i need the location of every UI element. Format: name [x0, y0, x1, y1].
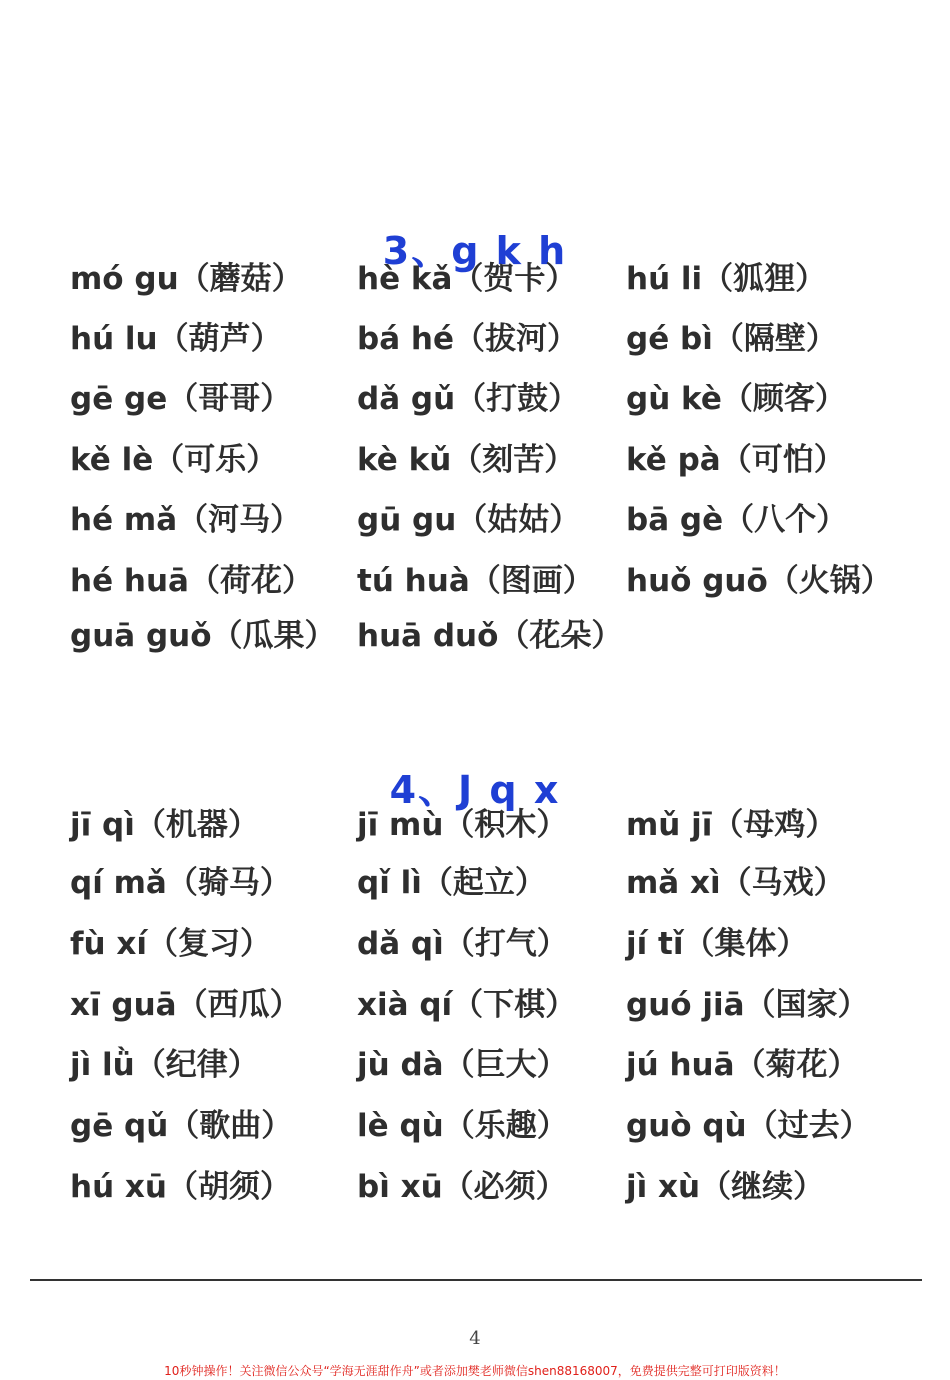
pinyin-word: huā duǒ（花朵） — [357, 618, 623, 654]
page-number: 4 — [469, 1328, 481, 1349]
section-title-jqx: 4、J q x — [389, 767, 561, 812]
pinyin-word: mó gu（蘑菇） — [70, 261, 303, 297]
pinyin-word: gù kè（顾客） — [626, 381, 846, 417]
pinyin-word: huǒ guō（火锅） — [626, 563, 892, 599]
section-title-gkh: 3、g k h — [382, 228, 568, 273]
word-row — [0, 919, 950, 969]
pinyin-word: jī qì（机器） — [70, 807, 259, 843]
pinyin-word: xià qí（下棋） — [357, 987, 577, 1023]
pinyin-word: kè kǔ（刻苦） — [357, 442, 576, 478]
pinyin-word: hé mǎ（河马） — [70, 502, 302, 538]
pinyin-word: tú huà（图画） — [357, 563, 594, 599]
pinyin-word: qí mǎ（骑马） — [70, 865, 291, 901]
word-row — [0, 800, 950, 850]
word-row — [0, 254, 950, 304]
pinyin-word: jì lǜ（纪律） — [70, 1047, 259, 1083]
word-row — [0, 1101, 950, 1151]
word-row — [0, 435, 950, 485]
pinyin-word: hú li（狐狸） — [626, 261, 827, 297]
pinyin-word: mǎ xì（马戏） — [626, 865, 845, 901]
pinyin-word: qǐ lì（起立） — [357, 865, 546, 901]
pinyin-word: kě pà（可怕） — [626, 442, 845, 478]
pinyin-word: hú xū（胡须） — [70, 1169, 291, 1205]
pinyin-word: guó jiā（国家） — [626, 987, 869, 1023]
word-row — [0, 980, 950, 1030]
word-row — [0, 1162, 950, 1212]
pinyin-word: kě lè（可乐） — [70, 442, 278, 478]
pinyin-word: xī guā（西瓜） — [70, 987, 301, 1023]
word-row — [0, 1040, 950, 1090]
pinyin-word: hé huā（荷花） — [70, 563, 313, 599]
pinyin-word: bì xū（必须） — [357, 1169, 567, 1205]
word-row — [0, 314, 950, 364]
pinyin-word: gē ge（哥哥） — [70, 381, 292, 417]
pinyin-word: bá hé（拔河） — [357, 321, 578, 357]
pinyin-word: lè qù（乐趣） — [357, 1108, 568, 1144]
pinyin-word: jī mù（积木） — [357, 807, 568, 843]
pinyin-word: gē qǔ（歌曲） — [70, 1108, 293, 1144]
pinyin-word: hú lu（葫芦） — [70, 321, 282, 357]
pinyin-word: gé bì（隔壁） — [626, 321, 837, 357]
footer-note: 10秒钟操作！关注微信公众号“学海无涯甜作舟”或者添加樊老师微信shen88168007，免费提供完整可打印版资料！ — [164, 1364, 786, 1378]
pinyin-word: guò qù（过去） — [626, 1108, 871, 1144]
pinyin-word: gū gu（姑姑） — [357, 502, 581, 538]
pinyin-word: dǎ gǔ（打鼓） — [357, 381, 580, 417]
word-row — [0, 611, 950, 661]
pinyin-word: fù xí（复习） — [70, 926, 271, 962]
pinyin-word: jú huā（菊花） — [626, 1047, 859, 1083]
pinyin-word: jù dà（巨大） — [357, 1047, 568, 1083]
pinyin-word: hè kǎ（贺卡） — [357, 261, 577, 297]
pinyin-word: mǔ jī（母鸡） — [626, 807, 837, 843]
word-row — [0, 556, 950, 606]
pinyin-word: bā gè（八个） — [626, 502, 848, 538]
word-row — [0, 495, 950, 545]
pinyin-word: jí tǐ（集体） — [626, 926, 808, 962]
footer-divider — [30, 1279, 922, 1281]
pinyin-word: dǎ qì（打气） — [357, 926, 568, 962]
pinyin-word: jì xù（继续） — [626, 1169, 825, 1205]
word-row — [0, 374, 950, 424]
word-row — [0, 858, 950, 908]
pinyin-word: guā guǒ（瓜果） — [70, 618, 336, 654]
